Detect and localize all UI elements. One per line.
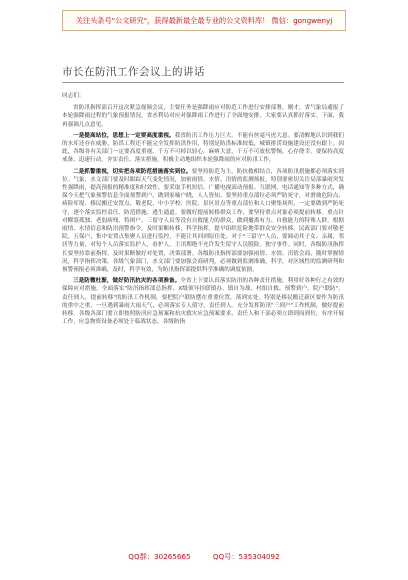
document-body <box>62 92 344 326</box>
section-3 <box>62 277 344 326</box>
section-2 <box>62 168 344 275</box>
intro-paragraph: 省防汛指挥部召开这次紧急视频会议，主要任务是强降雨应对防范工作进行安排部署。刚才，省气象局通报了本轮强降雨过程的气象预报情况，省水利局对应对强降雨工作进行了全面地安排，大家要认真抓好落实。下面，我再强调几点意见。 <box>62 105 344 128</box>
section-3-heading: 三是防微杜渐，做好防汛抗灾的各项准备。 <box>73 278 181 285</box>
document-title: 市长在防汛工作会议上的讲话 <box>62 66 205 78</box>
greeting: 同志们： <box>62 93 85 99</box>
section-2-body: 要坚持防范为主，防抗救相结合，各项防汛措施都必须落实到位。气象、水文部门要及时跟踪天气变化情况，加密雨情、水情、汛情的监测预报，特别要密切关注局部暴雨突发性强降雨，提高预报的精准度和时效性。要采取手机短信、广播电视滚动预报、互联网、电话通知等多种方式，确保今天把气象预警信息全面预警到户，做到家喻户晓，人人皆知。要坚持重点部位必须严防死守，对滑坡危险点、病险库堤、移民搬迁安置点、敬老院、中小学校、医院、景区景点等重点部位和人口聚集场所，一定要做到严防死守，逐个落实监控责任、防范措施、逃生通道。要做好提前转移群众工作，要坚持重点对象必须提前转移。重点针对鳏寡孤独、老弱病残、特困户、三留守人员等没有自救能力的群众，做到撤离有力、自救能力的特殊人群，根据雨情、水情信息和防汛预警指令，及时果断转移，科学指挥，提早组织危险地带群众安全转移。民政部门要对敬老院、五保户、集中安置点集聚人员进行监控，不能让其回到原住处。对于"三留守"人员，要调动其子女、亲属，邻居等力量，对每个人员落实监护人，看护人，主汛期绝不允许发生留守人员脱险。独守事件。同时，各级防汛指挥长要坚持靠前指挥，及时果断做好对处置，决策部署。各级防汛指挥部要加强雨情、水情、汛情会商，随时掌握情况，科学指挥决策。各级气象部门、水文部门要加强会商研判，必须做到监测准确，科学，对区域性的监测研判和预警预报必须准确，及时，科学有效，为防汛指挥部提供科学准确的调度依据。 <box>62 168 344 274</box>
contact-footer <box>0 552 408 562</box>
title-divider <box>62 82 344 83</box>
section-1-body: 我省防汛工作压力巨大，不能有丝毫马虎大意。要清醒地认识到我们的水库还存在威胁，防洪工程还不能完全发挥防洪作用，特别是防洪标准较低，城镇排涝设施建设还没有跟上。因此，各级各有关部门一定要高度重视，千万不可掉以轻心，麻痹大意，千万不可放松警惕，心存侥幸。要保持高度戒备，迅速行动，夯实责任，落实措施，积极主动地组织本轮强降雨的应对防汛工作。 <box>62 132 344 164</box>
section-1 <box>62 132 344 165</box>
qq-group-number: QQ群：30265665 <box>128 552 191 561</box>
qq-number: QQ号：535304092 <box>212 552 280 561</box>
section-1-heading: 一是提高站位，思想上一定要高度重视。 <box>73 132 175 139</box>
promo-banner: 关注头条号"公文研究"，获得最新最全最专业的公文资料库！ 微信：gongwenyj <box>62 10 346 31</box>
section-2-heading: 二是抓警重视，切实把各项防范措施落实到位。 <box>73 168 192 175</box>
section-3-body: 全省上下要认真落实防汛的各种责任措施，利用好各种行之有效的保障应对措施。全面落实"防汛指挥部总指挥、X级领导挂联镇办、镇自为战、村组自救、预警到户、院户联防"。责任到人，提前转移"的防汛工作机制，要把院户联防摆在重要位置，落到实处。特别是移民搬迁新区要作为防汛的重中之重，一旦遇到暴雨大雨天气，必须落实专人值守，责任到人。充分发挥防汛"三到户"工作机制，做好提前转移。各级各部门要立即按照防汛应急预案和抗灾救灾应急预案要求，责任人和干部必须立即到岗到位，有序开展工作，应急物资设备必须处于临战状态。各级防指 <box>62 278 344 326</box>
